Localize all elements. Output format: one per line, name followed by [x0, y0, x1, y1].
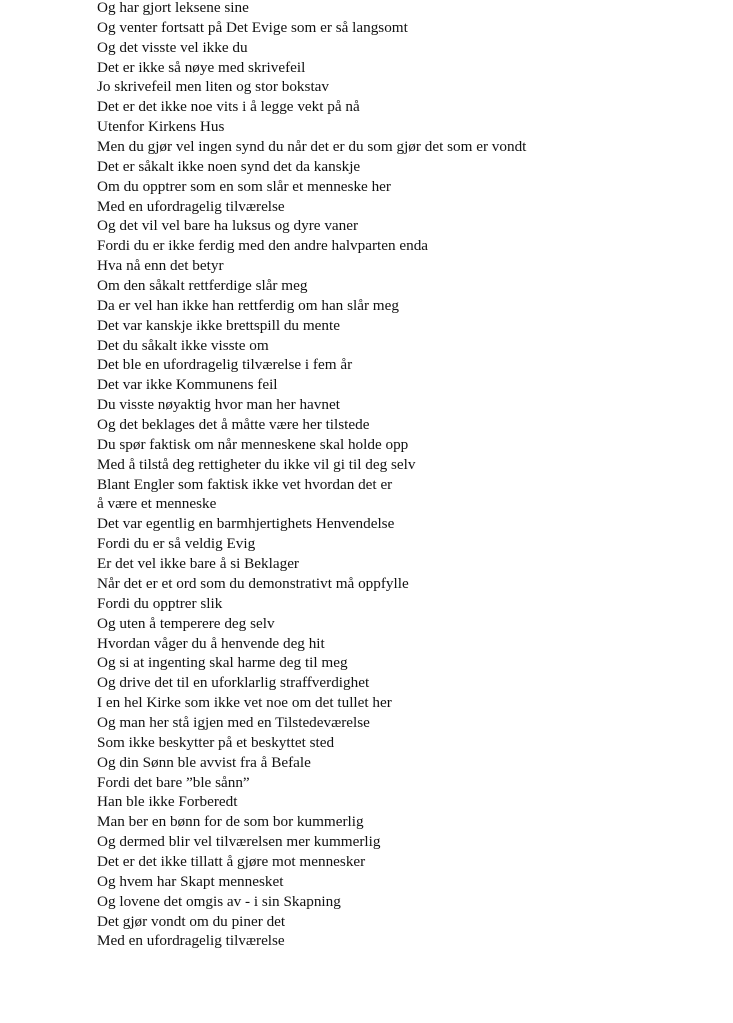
text-line: Som ikke beskytter på et beskyttet sted [97, 733, 335, 751]
text-line: Og dermed blir vel tilværelsen mer kummerlig [97, 833, 381, 851]
text-line: Det er såkalt ikke noen synd det da kanskje [97, 157, 361, 175]
text-line: Fordi du er så veldig Evig [97, 535, 256, 553]
text-line: Og venter fortsatt på Det Evige som er så langsomt [97, 18, 408, 36]
text-line: Og det beklages det å måtte være her tilstede [97, 416, 370, 434]
text-line: Det du såkalt ikke visste om [97, 336, 269, 354]
text-line: Fordi du opptrer slik [97, 594, 223, 612]
text-line: Man ber en bønn for de som bor kummerlig [97, 813, 364, 831]
text-line: Det var ikke Kommunens feil [97, 376, 278, 394]
text-line: å være et menneske [97, 495, 217, 513]
poem-text [97, 0, 733, 951]
text-line: Du spør faktisk om når menneskene skal holde opp [97, 435, 409, 453]
text-line: Og si at ingenting skal harme deg til meg [97, 654, 348, 672]
text-line: Fordi det bare ”ble sånn” [97, 773, 250, 791]
text-line: Om den såkalt rettferdige slår meg [97, 277, 308, 295]
text-line: Jo skrivefeil men liten og stor bokstav [97, 78, 329, 96]
text-line: Med en ufordragelig tilværelse [97, 932, 285, 950]
text-line: Og det visste vel ikke du [97, 38, 248, 56]
text-line: Blant Engler som faktisk ikke vet hvordan det er [97, 475, 393, 493]
text-line: Utenfor Kirkens Hus [97, 118, 225, 136]
text-line: Er det vel ikke bare å si Beklager [97, 555, 299, 573]
text-line: Med en ufordragelig tilværelse [97, 197, 285, 215]
text-line: Og hvem har Skapt mennesket [97, 872, 284, 890]
text-line: Det ble en ufordragelig tilværelse i fem år [97, 356, 353, 374]
text-line: Og har gjort leksene sine [97, 0, 249, 16]
text-line: Det var egentlig en barmhjertighets Henvendelse [97, 515, 395, 533]
text-line: Om du opptrer som en som slår et menneske her [97, 177, 391, 195]
text-line: Det er det ikke noe vits i å legge vekt på nå [97, 98, 360, 116]
text-line: Men du gjør vel ingen synd du når det er du som gjør det som er vondt [97, 138, 527, 156]
text-line: Hvordan våger du å henvende deg hit [97, 634, 325, 652]
text-line: Det er ikke så nøye med skrivefeil [97, 58, 306, 76]
text-line: Og lovene det omgis av - i sin Skapning [97, 892, 341, 910]
text-line: Fordi du er ikke ferdig med den andre halvparten enda [97, 237, 429, 255]
text-line: Og man her stå igjen med en Tilstedeværelse [97, 713, 370, 731]
text-line: Det gjør vondt om du piner det [97, 912, 286, 930]
text-line: Han ble ikke Forberedt [97, 793, 238, 811]
text-line: Med å tilstå deg rettigheter du ikke vil gi til deg selv [97, 455, 416, 473]
text-line: Det er det ikke tillatt å gjøre mot mennesker [97, 852, 366, 870]
text-line: Du visste nøyaktig hvor man her havnet [97, 396, 340, 414]
text-line: I en hel Kirke som ikke vet noe om det tullet her [97, 694, 392, 712]
text-line: Det var kanskje ikke brettspill du mente [97, 316, 340, 334]
text-line: Hva nå enn det betyr [97, 257, 224, 275]
text-line: Og drive det til en uforklarlig straffverdighet [97, 674, 370, 692]
text-line: Da er vel han ikke han rettferdig om han slår meg [97, 296, 399, 314]
text-line: Og din Sønn ble avvist fra å Befale [97, 753, 311, 771]
text-line: Når det er et ord som du demonstrativt må oppfylle [97, 574, 409, 592]
text-line: Og det vil vel bare ha luksus og dyre vaner [97, 217, 359, 235]
text-line: Og uten å temperere deg selv [97, 614, 275, 632]
